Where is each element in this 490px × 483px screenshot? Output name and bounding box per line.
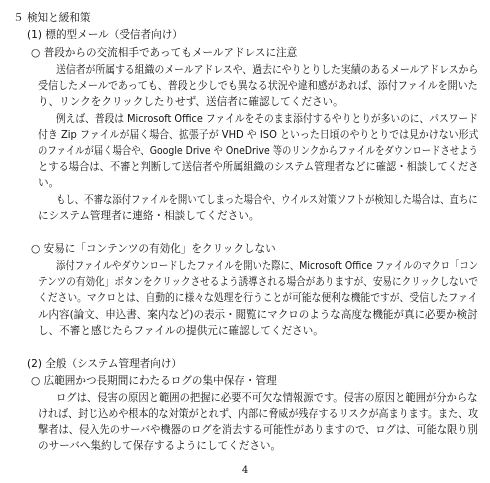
paragraph-line: にシステム管理者に連絡・相談してください。 xyxy=(38,210,260,222)
paragraph-line: 撃者は、侵入先のサーバや機器のログを消去する可能性がありますので、ログは、可能な限り別 xyxy=(38,424,478,436)
item-heading-email-address: ○ 普段からの交流相手であってもメールアドレスに注意 xyxy=(31,47,298,59)
paragraph-line: のサーバへ集約して保存するようにしてください。 xyxy=(38,440,282,452)
paragraph-line: もし、不審な添付ファイルを開いてしまった場合や、ウイルス対策ソフトが検知した場合は、直ちに xyxy=(56,194,478,206)
paragraph-line: 付き Zip ファイルが届く場合、拡張子が VHD や ISO といった日頃のやりとりでは見かけない形式 xyxy=(38,129,479,141)
paragraph-line: り、リンクをクリックしたりせず、送信者に確認してください。 xyxy=(38,96,344,108)
section-title: ５ 検知と緩和策 xyxy=(13,12,91,24)
paragraph-line: ログは、侵害の原因と範囲の把握に必要不可欠な情報源です。侵害の原因と範囲が分からな xyxy=(56,392,478,404)
page-number: 4 xyxy=(241,465,249,476)
paragraph-line: 添付ファイルやダウンロードしたファイルを開いた際に、Microsoft Office ファイルのマクロ「コン xyxy=(56,260,479,272)
subsection-title-recipients: (1) 標的型メール（受信者向け） xyxy=(27,29,183,41)
paragraph-line: 例えば、普段は Microsoft Office ファイルをそのまま添付するやりとりが多いのに、パスワード xyxy=(56,113,478,125)
paragraph-line: 受信したメールであっても、普段と少しでも異なる状況や違和感があれば、添付ファイルを開いた xyxy=(38,80,478,92)
item-heading-log-management: ○ 広範囲かつ長期間にわたるログの集中保存・管理 xyxy=(31,375,277,387)
paragraph-line: ル内容(論文、申込書、案内など)の表示・閲覧にマクロのような高度な機能が真に必要か検討 xyxy=(38,309,478,321)
paragraph-line: のファイルが届く場合や、Google Drive や OneDrive 等のリンクからファイルをダウンロードさせよう xyxy=(38,145,478,157)
paragraph-line: とする場合は、不審と判断して送信者や所属組織のシステム管理者などに確認・相談してくださ xyxy=(38,161,479,173)
paragraph-line: ければ、封じ込めや根本的な対策がとれず、内部に脅威が残存するリスクが高まります。また、攻 xyxy=(38,408,479,420)
paragraph-line: 送信者が所属する組織のメールアドレスや、過去にやりとりした実績のあるメールアドレスから xyxy=(56,64,479,76)
paragraph-line: し、不審と感じたらファイルの提供元に確認してください。 xyxy=(38,325,324,337)
item-heading-enable-content: ○ 安易に「コンテンツの有効化」をクリックしない xyxy=(31,243,276,255)
paragraph-line: テンツの有効化」ボタンをクリックさせるよう誘導される場合がありますが、安易にクリックしないで xyxy=(38,276,478,288)
subsection-title-admins: (2) 全般（システム管理者向け） xyxy=(27,358,183,370)
paragraph-line: ください。マクロとは、自動的に様々な処理を行うことが可能な便利な機能ですが、受信したファイ xyxy=(38,292,478,304)
paragraph-line: い。 xyxy=(38,177,60,189)
